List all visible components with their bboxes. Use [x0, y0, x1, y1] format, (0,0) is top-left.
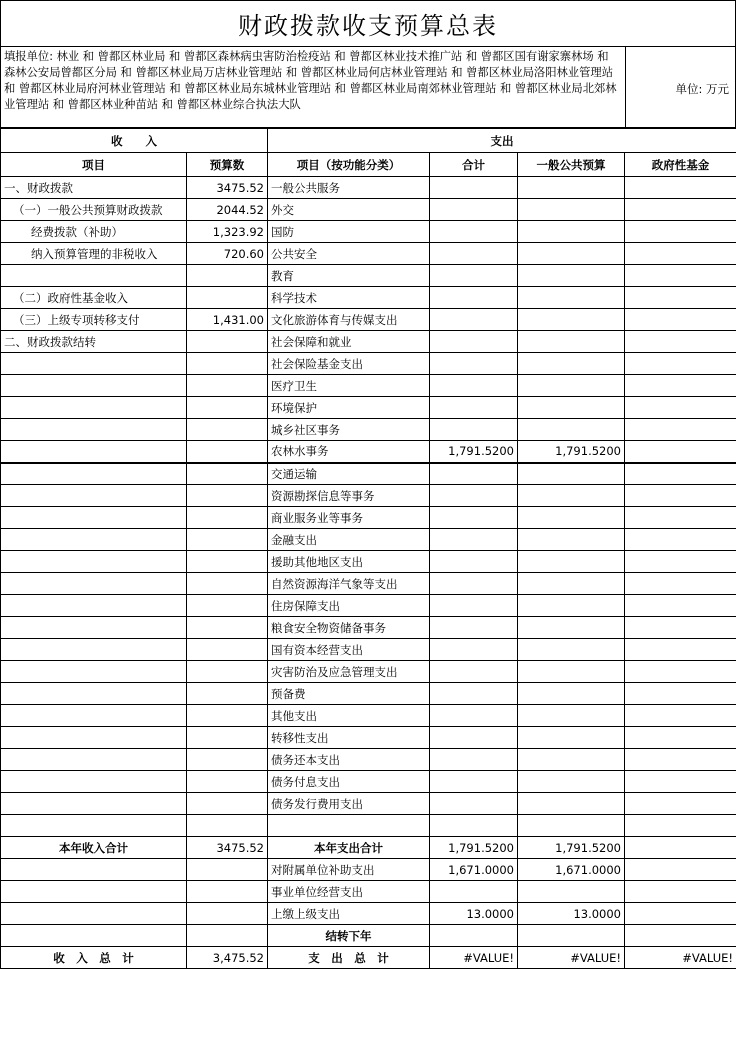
expense-item: 债务还本支出: [268, 749, 430, 771]
income-item: [1, 353, 187, 375]
expense-fund: [625, 551, 736, 573]
income-value: [187, 353, 268, 375]
expense-fund: [625, 287, 736, 309]
subsidy-row: [1, 859, 736, 881]
income-item: [1, 463, 187, 485]
expense-total: [430, 309, 518, 331]
expense-fund: [625, 419, 736, 441]
expense-general: [518, 617, 625, 639]
expense-general: [518, 419, 625, 441]
expense-item: 文化旅游体育与传媒支出: [268, 309, 430, 331]
table-row: [1, 265, 736, 287]
expense-general: [518, 309, 625, 331]
grand-total: #VALUE!: [430, 947, 518, 969]
expense-item: 转移性支出: [268, 727, 430, 749]
subsidy-total: 1,671.0000: [430, 859, 518, 881]
subsidy-general: 1,671.0000: [518, 859, 625, 881]
table-row: [1, 573, 736, 595]
expense-total: [430, 683, 518, 705]
fund-header: 政府性基金: [625, 153, 736, 177]
income-value: [187, 331, 268, 353]
table-row: [1, 463, 736, 485]
income-item: [1, 441, 187, 463]
income-item: [1, 903, 187, 925]
income-item: （三）上级专项转移支付: [1, 309, 187, 331]
expense-general: [518, 683, 625, 705]
income-value: [187, 661, 268, 683]
expense-item: 援助其他地区支出: [268, 551, 430, 573]
expense-total: [430, 177, 518, 199]
table-row: [1, 727, 736, 749]
expense-total: [430, 727, 518, 749]
expense-item: 农林水事务: [268, 441, 430, 463]
expense-item: 教育: [268, 265, 430, 287]
expense-general: [518, 595, 625, 617]
expense-total: [430, 639, 518, 661]
income-item: [1, 859, 187, 881]
expense-item: 住房保障支出: [268, 595, 430, 617]
expense-total: [430, 749, 518, 771]
expense-fund: [625, 463, 736, 485]
expense-fund: [625, 529, 736, 551]
upper-label: 上缴上级支出: [268, 903, 430, 925]
upper-total: 13.0000: [430, 903, 518, 925]
carry-label: 结转下年: [268, 925, 430, 947]
expense-fund: [625, 485, 736, 507]
expense-general: [518, 815, 625, 837]
income-value: [187, 639, 268, 661]
expense-general: [518, 529, 625, 551]
income-item: [1, 683, 187, 705]
table-row: [1, 199, 736, 221]
expense-fund: [625, 441, 736, 463]
expense-total: [430, 617, 518, 639]
expense-item: 商业服务业等事务: [268, 507, 430, 529]
expense-general: [518, 771, 625, 793]
expense-fund: [625, 595, 736, 617]
table-row: [1, 309, 736, 331]
income-item: [1, 727, 187, 749]
expense-item: [268, 815, 430, 837]
budget-header: 预算数: [187, 153, 268, 177]
table-row: [1, 705, 736, 727]
grand-general: #VALUE!: [518, 947, 625, 969]
expense-item: 国防: [268, 221, 430, 243]
expense-item: 自然资源海洋气象等支出: [268, 573, 430, 595]
income-item: [1, 419, 187, 441]
expense-total: [430, 661, 518, 683]
expense-fund: [625, 661, 736, 683]
expense-total: 1,791.5200: [430, 441, 518, 463]
expense-item: 环境保护: [268, 397, 430, 419]
income-value: [187, 529, 268, 551]
table-row: [1, 529, 736, 551]
subsidy-fund: [625, 859, 736, 881]
operating-total: [430, 881, 518, 903]
income-value: 720.60: [187, 243, 268, 265]
expense-item: 国有资本经营支出: [268, 639, 430, 661]
expense-item: 外交: [268, 199, 430, 221]
expense-fund: [625, 793, 736, 815]
expense-fund: [625, 243, 736, 265]
expense-total: [430, 375, 518, 397]
expense-item: 其他支出: [268, 705, 430, 727]
carry-total: [430, 925, 518, 947]
upper-fund: [625, 903, 736, 925]
income-item: 纳入预算管理的非税收入: [1, 243, 187, 265]
income-value: [187, 793, 268, 815]
income-item: [1, 397, 187, 419]
expense-total: [430, 815, 518, 837]
expense-general: [518, 375, 625, 397]
income-value: [187, 859, 268, 881]
expense-general: [518, 727, 625, 749]
total-row: [1, 837, 736, 859]
expense-fund: [625, 353, 736, 375]
expense-item: 科学技术: [268, 287, 430, 309]
expense-fund: [625, 507, 736, 529]
grand-total-row: [1, 947, 736, 969]
general-header: 一般公共预算: [518, 153, 625, 177]
unit-label: 单位: 万元: [675, 82, 729, 96]
operating-general: [518, 881, 625, 903]
expense-general: [518, 573, 625, 595]
expense-item: 债务发行费用支出: [268, 793, 430, 815]
income-item: [1, 551, 187, 573]
expense-fund: [625, 331, 736, 353]
expense-item: 城乡社区事务: [268, 419, 430, 441]
spacer-row: [1, 815, 736, 837]
carry-row: [1, 925, 736, 947]
expense-general: [518, 177, 625, 199]
income-item: [1, 881, 187, 903]
income-item: [1, 661, 187, 683]
expense-total: [430, 199, 518, 221]
budget-table: [0, 128, 736, 969]
table-row: [1, 617, 736, 639]
income-value: [187, 485, 268, 507]
expense-general: [518, 793, 625, 815]
income-value: [187, 815, 268, 837]
table-row: [1, 287, 736, 309]
expense-total: [430, 485, 518, 507]
table-row: [1, 595, 736, 617]
expense-general: [518, 507, 625, 529]
expense-general: [518, 397, 625, 419]
operating-row: [1, 881, 736, 903]
expense-total: [430, 793, 518, 815]
sheet-title: 财政拨款收支预算总表: [0, 0, 736, 46]
income-value: [187, 595, 268, 617]
income-item: [1, 705, 187, 727]
header-row-2: [1, 153, 736, 177]
income-item: [1, 771, 187, 793]
subsidy-label: 对附属单位补助支出: [268, 859, 430, 881]
carry-general: [518, 925, 625, 947]
expense-fund: [625, 705, 736, 727]
income-value: 3475.52: [187, 177, 268, 199]
expense-fund: [625, 727, 736, 749]
expense-total: [430, 353, 518, 375]
expense-total: [430, 595, 518, 617]
table-row: [1, 419, 736, 441]
expense-total: [430, 551, 518, 573]
income-item: [1, 617, 187, 639]
table-row: [1, 793, 736, 815]
expense-fund: [625, 617, 736, 639]
expense-general: [518, 639, 625, 661]
income-item: [1, 925, 187, 947]
table-row: [1, 243, 736, 265]
expense-item: 社会保障和就业: [268, 331, 430, 353]
income-item: [1, 639, 187, 661]
income-value: [187, 903, 268, 925]
expense-total-general: 1,791.5200: [518, 837, 625, 859]
expense-item: 公共安全: [268, 243, 430, 265]
expense-total: [430, 265, 518, 287]
income-header: 收 入: [1, 129, 268, 153]
expense-fund: [625, 221, 736, 243]
expense-general: [518, 265, 625, 287]
expense-fund: [625, 199, 736, 221]
expense-item: 灾害防治及应急管理支出: [268, 661, 430, 683]
expense-item: 社会保险基金支出: [268, 353, 430, 375]
income-value: [187, 925, 268, 947]
expense-total-fund: [625, 837, 736, 859]
income-value: [187, 287, 268, 309]
income-value: [187, 749, 268, 771]
expense-fund: [625, 771, 736, 793]
grand-fund: #VALUE!: [625, 947, 736, 969]
income-item: [1, 507, 187, 529]
header-row-1: [1, 129, 736, 153]
income-item: [1, 793, 187, 815]
income-item: 一、财政拨款: [1, 177, 187, 199]
func-item-header: 项目（按功能分类）: [268, 153, 430, 177]
expense-fund: [625, 397, 736, 419]
table-row: [1, 485, 736, 507]
income-value: [187, 397, 268, 419]
income-item: [1, 375, 187, 397]
expense-fund: [625, 683, 736, 705]
income-item: [1, 485, 187, 507]
table-row: [1, 177, 736, 199]
expense-total: [430, 243, 518, 265]
income-value: [187, 573, 268, 595]
income-total-value: 3475.52: [187, 837, 268, 859]
expense-item: 一般公共服务: [268, 177, 430, 199]
grand-income-label: 收 入 总 计: [1, 947, 187, 969]
expense-total: [430, 573, 518, 595]
income-value: [187, 265, 268, 287]
income-value: [187, 551, 268, 573]
upper-row: [1, 903, 736, 925]
income-value: [187, 419, 268, 441]
expense-general: [518, 551, 625, 573]
income-value: 1,431.00: [187, 309, 268, 331]
income-value: [187, 727, 268, 749]
expense-total: [430, 529, 518, 551]
expense-general: [518, 749, 625, 771]
expense-item: 资源勘探信息等事务: [268, 485, 430, 507]
table-row: [1, 221, 736, 243]
expense-general: [518, 287, 625, 309]
table-row: [1, 639, 736, 661]
expense-item: 医疗卫生: [268, 375, 430, 397]
grand-income-value: 3,475.52: [187, 947, 268, 969]
income-value: [187, 463, 268, 485]
expense-fund: [625, 749, 736, 771]
expense-fund: [625, 265, 736, 287]
expense-total-label: 本年支出合计: [268, 837, 430, 859]
expense-item: 债务付息支出: [268, 771, 430, 793]
expense-general: 1,791.5200: [518, 441, 625, 463]
expense-fund: [625, 573, 736, 595]
expense-general: [518, 199, 625, 221]
expense-item: 交通运输: [268, 463, 430, 485]
carry-fund: [625, 925, 736, 947]
table-row: [1, 771, 736, 793]
expense-fund: [625, 375, 736, 397]
expense-item: 预备费: [268, 683, 430, 705]
income-value: [187, 375, 268, 397]
info-separator: [625, 47, 626, 127]
income-item: [1, 573, 187, 595]
item-header: 项目: [1, 153, 187, 177]
operating-label: 事业单位经营支出: [268, 881, 430, 903]
income-total-label: 本年收入合计: [1, 837, 187, 859]
expense-total: [430, 771, 518, 793]
table-row: [1, 441, 736, 463]
table-row: [1, 661, 736, 683]
table-row: [1, 353, 736, 375]
income-value: [187, 617, 268, 639]
operating-fund: [625, 881, 736, 903]
income-item: [1, 595, 187, 617]
expense-total: [430, 705, 518, 727]
expense-item: 粮食安全物资储备事务: [268, 617, 430, 639]
table-row: [1, 331, 736, 353]
expense-total: [430, 331, 518, 353]
income-value: [187, 771, 268, 793]
income-value: [187, 881, 268, 903]
expense-general: [518, 331, 625, 353]
expense-total: [430, 463, 518, 485]
income-value: [187, 507, 268, 529]
total-header: 合计: [430, 153, 518, 177]
grand-expense-label: 支 出 总 计: [268, 947, 430, 969]
expense-general: [518, 661, 625, 683]
expense-total: [430, 221, 518, 243]
expense-total: [430, 397, 518, 419]
expense-total: [430, 287, 518, 309]
expense-general: [518, 463, 625, 485]
table-row: [1, 551, 736, 573]
expense-general: [518, 221, 625, 243]
income-item: （二）政府性基金收入: [1, 287, 187, 309]
income-item: [1, 529, 187, 551]
filler-unit: 填报单位: 林业 和 曾都区林业局 和 曾都区森林病虫害防治检疫站 和 曾都区林业技术推广站 和 曾都区国有谢家寨林场 和 森林公安局曾都区分局 和 曾都区林业局万店林业管理站 和 曾都区林业局何店林业管理站 和 曾都区林业局洛阳林业管理站 和 曾都区林业局府河林业管理站 和 曾都区林业局东城林业管理站 和 曾都区林业局南郊林业管理站 和 曾都区林业局北郊林业管理站 和 曾都区林业种苗站 和 曾都区林业综合执法大队: [4, 50, 617, 111]
income-item: （一）一般公共预算财政拨款: [1, 199, 187, 221]
expense-total: [430, 419, 518, 441]
expense-total-total: 1,791.5200: [430, 837, 518, 859]
expense-total: [430, 507, 518, 529]
income-value: 1,323.92: [187, 221, 268, 243]
income-value: [187, 683, 268, 705]
income-item: 经费拨款（补助）: [1, 221, 187, 243]
expense-general: [518, 485, 625, 507]
expense-fund: [625, 177, 736, 199]
income-item: 二、财政拨款结转: [1, 331, 187, 353]
income-value: [187, 705, 268, 727]
expense-header: 支出: [268, 129, 736, 153]
table-row: [1, 397, 736, 419]
expense-fund: [625, 639, 736, 661]
table-row: [1, 683, 736, 705]
income-item: [1, 265, 187, 287]
upper-general: 13.0000: [518, 903, 625, 925]
expense-fund: [625, 815, 736, 837]
expense-general: [518, 705, 625, 727]
income-value: [187, 441, 268, 463]
expense-fund: [625, 309, 736, 331]
expense-item: 金融支出: [268, 529, 430, 551]
income-item: [1, 749, 187, 771]
table-row: [1, 507, 736, 529]
expense-general: [518, 353, 625, 375]
info-block: [0, 46, 736, 128]
expense-general: [518, 243, 625, 265]
table-row: [1, 749, 736, 771]
table-row: [1, 375, 736, 397]
income-value: 2044.52: [187, 199, 268, 221]
income-item: [1, 815, 187, 837]
